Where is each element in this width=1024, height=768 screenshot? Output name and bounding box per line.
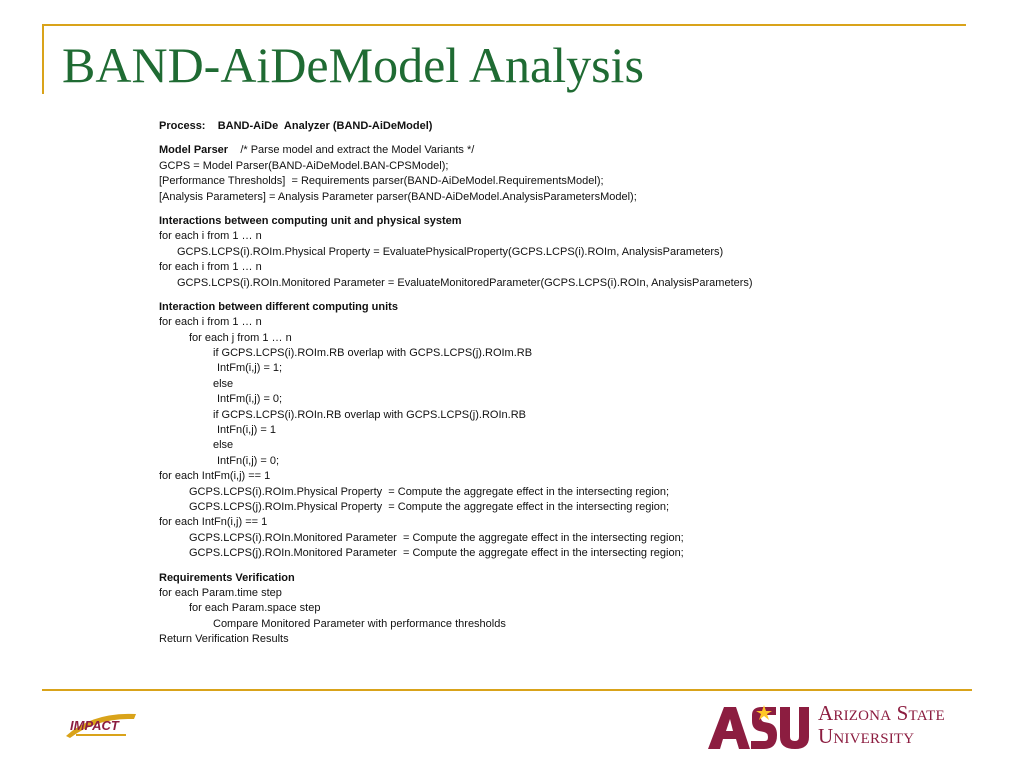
code-line: for each i from 1 … n bbox=[159, 261, 262, 274]
impact-logo bbox=[62, 706, 144, 746]
code-line: for each i from 1 … n bbox=[159, 230, 262, 243]
code-line: GCPS.LCPS(j).ROIm.Physical Property = Compute the aggregate effect in the intersecting region; bbox=[189, 500, 670, 513]
slide-title: BAND-AiDeModel Analysis bbox=[62, 37, 644, 93]
impact-logo-text: IMPACT bbox=[70, 718, 119, 733]
code-line: for each Param.time step bbox=[159, 586, 282, 599]
physical-heading: Interactions between computing unit and physical system bbox=[159, 214, 462, 227]
verification-heading: Requirements Verification bbox=[159, 571, 295, 584]
code-line: GCPS.LCPS(i).ROIn.Monitored Parameter = EvaluateMonitoredParameter(GCPS.LCPS(i).ROIn, AnalysisParameters) bbox=[177, 276, 753, 289]
code-line: IntFm(i,j) = 1; bbox=[217, 362, 283, 375]
code-line: else bbox=[213, 439, 234, 452]
code-line: Return Verification Results bbox=[159, 633, 289, 646]
code-line: IntFn(i,j) = 1 bbox=[217, 424, 276, 437]
bottom-rule bbox=[42, 689, 972, 691]
parser-heading-line bbox=[159, 143, 979, 158]
algorithm-block bbox=[159, 119, 979, 648]
top-rule bbox=[42, 24, 966, 26]
code-line: if GCPS.LCPS(i).ROIn.RB overlap with GCPS.LCPS(j).ROIn.RB bbox=[213, 408, 526, 421]
parser-comment: /* Parse model and extract the Model Variants */ bbox=[240, 144, 475, 157]
code-line: else bbox=[213, 377, 234, 390]
university-name-line1: Arizona State bbox=[818, 701, 945, 725]
code-line: IntFm(i,j) = 0; bbox=[217, 393, 283, 406]
code-line: IntFn(i,j) = 0; bbox=[217, 454, 280, 467]
asu-logo bbox=[706, 700, 976, 756]
code-line: GCPS.LCPS(i).ROIm.Physical Property = EvaluatePhysicalProperty(GCPS.LCPS(i).ROIm, AnalysisParameters) bbox=[177, 245, 724, 258]
parser-heading: Model Parser bbox=[159, 144, 229, 157]
code-line: for each j from 1 … n bbox=[189, 331, 292, 344]
code-line: [Analysis Parameters] = Analysis Parameter parser(BAND-AiDeModel.AnalysisParametersModel); bbox=[159, 190, 637, 203]
code-line: if GCPS.LCPS(i).ROIm.RB overlap with GCPS.LCPS(j).ROIm.RB bbox=[213, 347, 533, 360]
process-name: BAND-AiDe Analyzer (BAND-AiDeModel) bbox=[217, 120, 433, 132]
code-line: GCPS = Model Parser(BAND-AiDeModel.BAN-CPSModel); bbox=[159, 159, 449, 172]
left-rule bbox=[42, 24, 44, 94]
process-label: Process: bbox=[159, 120, 206, 132]
asu-mark-icon bbox=[706, 703, 810, 751]
code-line: for each IntFn(i,j) == 1 bbox=[159, 516, 268, 529]
process-line bbox=[159, 119, 979, 134]
code-line: GCPS.LCPS(i).ROIm.Physical Property = Compute the aggregate effect in the intersecting region; bbox=[189, 485, 670, 498]
code-line: for each IntFm(i,j) == 1 bbox=[159, 470, 271, 483]
code-line: GCPS.LCPS(i).ROIn.Monitored Parameter = Compute the aggregate effect in the intersecting region; bbox=[189, 531, 684, 544]
code-line: [Performance Thresholds] = Requirements parser(BAND-AiDeModel.RequirementsModel); bbox=[159, 175, 604, 188]
university-name-line2: University bbox=[818, 724, 915, 748]
code-line: for each i from 1 … n bbox=[159, 316, 262, 329]
code-line: for each Param.space step bbox=[189, 602, 321, 615]
code-line: GCPS.LCPS(j).ROIn.Monitored Parameter = Compute the aggregate effect in the intersecting region; bbox=[189, 547, 684, 560]
computing-heading: Interaction between different computing units bbox=[159, 300, 398, 313]
code-line: Compare Monitored Parameter with performance thresholds bbox=[213, 617, 506, 630]
university-name bbox=[818, 702, 945, 748]
